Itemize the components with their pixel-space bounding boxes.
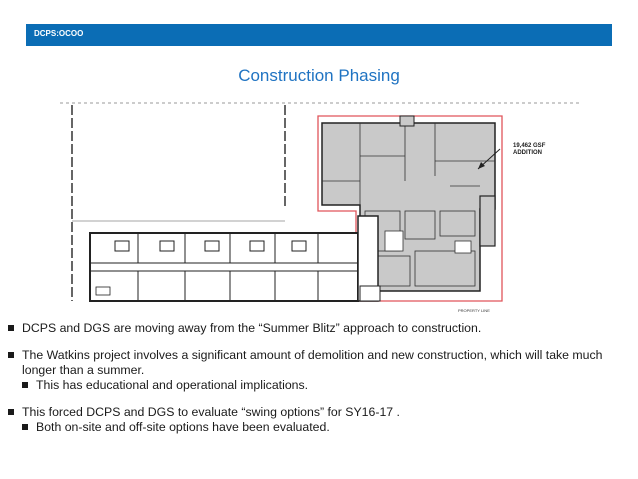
bullet-item: DCPS and DGS are moving away from the “Summer Blitz” approach to construction.	[8, 321, 630, 336]
bullet-item: This forced DCPS and DGS to evaluate “swing options” for SY16-17 .	[8, 405, 630, 420]
bullet-marker	[8, 352, 14, 358]
property-line-label: PROPERTY LINE	[458, 308, 490, 313]
addition-label-line2: ADDITION	[513, 150, 542, 156]
sub-bullet-item: Both on-site and off-site options have been evaluated.	[22, 420, 630, 435]
slide-title: Construction Phasing	[238, 66, 400, 85]
bullet-item: The Watkins project involves a significant amount of demolition and new construction, which will take much longer than a summer.	[8, 348, 630, 378]
addition-label-line1: 19,462 GSF	[513, 143, 546, 149]
bullet-marker	[8, 409, 14, 415]
sub-bullet-item: This has educational and operational implications.	[22, 378, 630, 393]
header-bar	[26, 24, 612, 46]
bullet-marker	[8, 325, 14, 331]
bullet-marker	[22, 382, 28, 388]
bullet-list	[8, 321, 630, 435]
bullet-marker	[22, 424, 28, 430]
floor-plan-image	[60, 101, 580, 316]
header-label: DCPS:OCOO	[34, 29, 84, 38]
